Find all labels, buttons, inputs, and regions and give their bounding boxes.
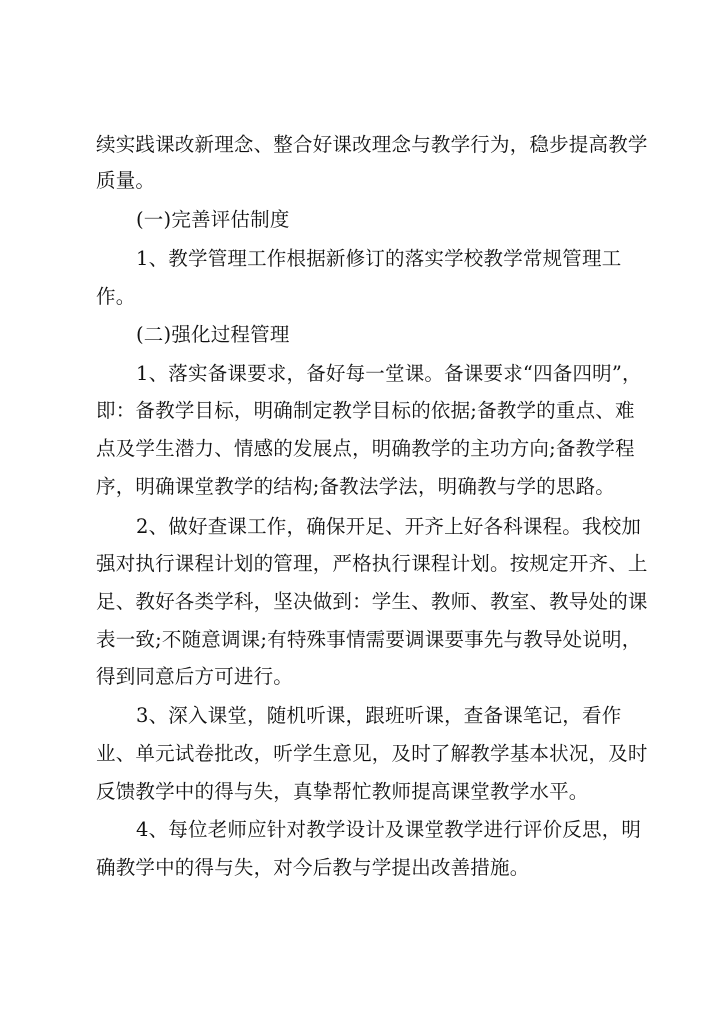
text-line: 强对执行课程计划的管理，严格执行课程计划。按规定开齐、上 (96, 552, 648, 575)
text-line: 点及学生潜力、情感的发展点，明确教学的主功方向;备教学程 (96, 437, 635, 460)
section-heading: (一)完善评估制度 (136, 208, 290, 231)
text-line: 得到同意后方可进行。 (96, 665, 294, 688)
text-line: 表一致;不随意调课;有特殊事情需要调课要事先与教导处说明， (96, 628, 642, 651)
text-line: 1、教学管理工作根据新修订的落实学校教学常规管理工 (136, 247, 622, 270)
text-line: 序，明确课堂教学的结构;备教法学法，明确教与学的思路。 (96, 475, 615, 498)
section-heading: (二)强化过程管理 (136, 323, 290, 346)
text-line: 质量。 (96, 169, 156, 192)
text-line: 续实践课改新理念、整合好课改理念与教学行为，稳步提高教学 (96, 133, 648, 156)
text-line: 足、教好各类学科，坚决做到：学生、教师、教室、教导处的课 (96, 590, 648, 613)
text-line: 4、每位老师应针对教学设计及课堂教学进行评价反思，明 (136, 818, 642, 841)
text-line: 反馈教学中的得与失，真挚帮忙教师提高课堂教学水平。 (96, 780, 589, 803)
text-line: 确教学中的得与失，对今后教与学提出改善措施。 (96, 856, 530, 879)
text-line: 即：备教学目标，明确制定教学目标的依据;备教学的重点、难 (96, 399, 635, 422)
text-line: 2、做好查课工作，确保开足、开齐上好各科课程。我校加 (136, 515, 642, 538)
text-line: 1、落实备课要求，备好每一堂课。备课要求“四备四明”， (136, 362, 642, 385)
text-line: 3、深入课堂，随机听课，跟班听课，查备课笔记，看作 (136, 704, 622, 727)
text-line: 业、单元试卷批改，听学生意见，及时了解教学基本状况，及时 (96, 742, 648, 765)
text-line: 作。 (96, 285, 136, 308)
